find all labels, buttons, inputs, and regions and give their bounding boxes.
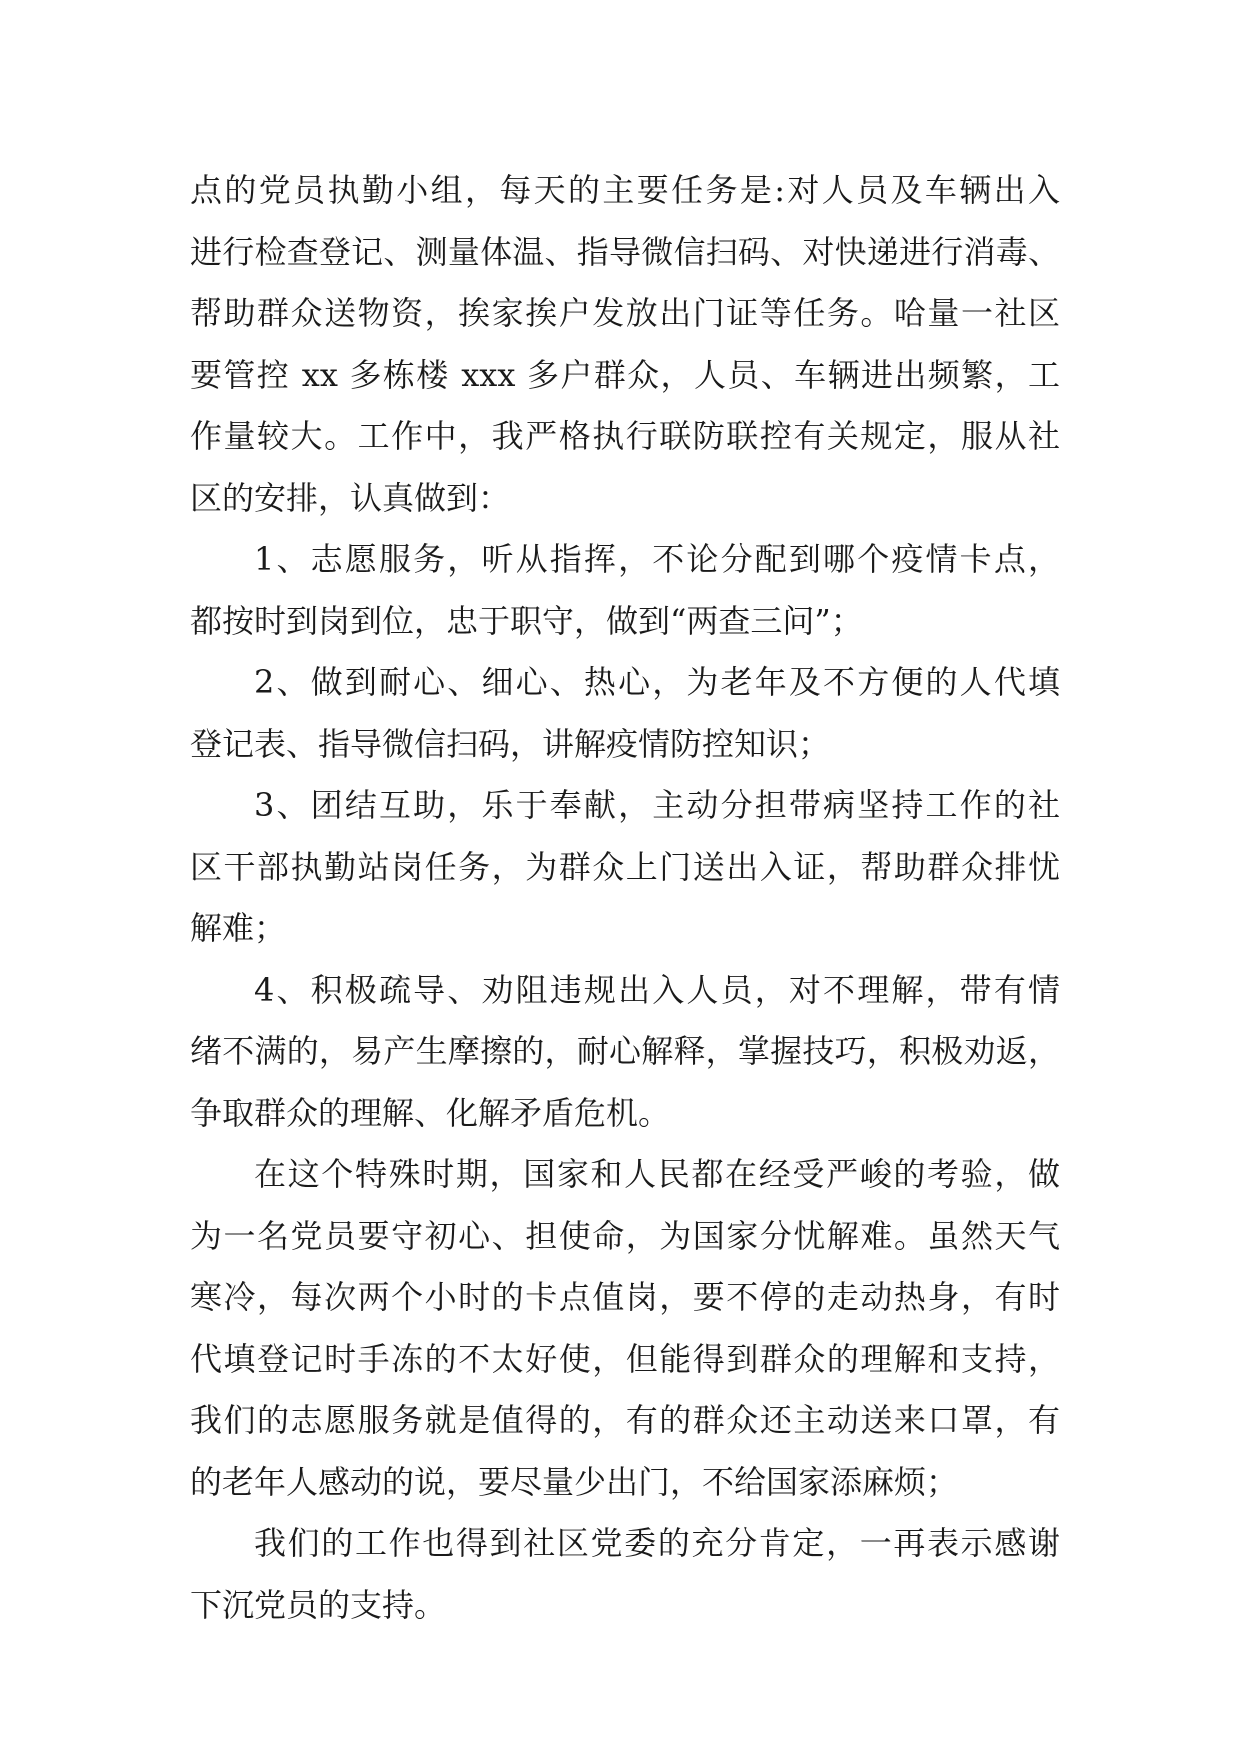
text-line: 作量较大。工作中，我严格执行联防联控有关规定，服从社	[190, 417, 1060, 455]
list-item-2-line: 登记表、指导微信扫码，讲解疫情防控知识；	[190, 724, 831, 763]
list-item-3-line: 区干部执勤站岗任务，为群众上门送出入证，帮助群众排忧	[190, 847, 1060, 886]
paragraph-line: 在这个特殊时期，国家和人民都在经受严峻的考验，做	[254, 1155, 1060, 1193]
list-item-4-line: 争取群众的理解、化解矛盾危机。	[190, 1093, 671, 1132]
list-item-4-line: 4、积极疏导、劝阻违规出入人员，对不理解，带有情	[254, 970, 1060, 1009]
list-item-2-line: 2、做到耐心、细心、热心，为老年及不方便的人代填	[254, 663, 1060, 701]
body-text	[190, 160, 1060, 1636]
paragraph-line: 我们的志愿服务就是值得的，有的群众还主动送来口罩，有	[190, 1401, 1060, 1439]
list-item-1-line: 1、志愿服务，听从指挥，不论分配到哪个疫情卡点，	[254, 540, 1060, 578]
text-line: 区的安排，认真做到：	[190, 478, 511, 517]
paragraph-line: 的老年人感动的说，要尽量少出门，不给国家添麻烦；	[190, 1462, 959, 1501]
paragraph-line: 为一名党员要守初心、担使命，为国家分忧解难。虽然天气	[190, 1216, 1060, 1255]
text-line: 帮助群众送物资，挨家挨户发放出门证等任务。哈量一社区	[190, 294, 1060, 332]
text-line: 进行检查登记、测量体温、指导微信扫码、对快递进行消毒、	[190, 232, 1060, 271]
list-item-3-line: 3、团结互助，乐于奉献，主动分担带病坚持工作的社	[254, 786, 1060, 824]
closing-paragraph-line: 下沉党员的支持。	[190, 1585, 447, 1624]
paragraph-line: 寒冷，每次两个小时的卡点值岗，要不停的走动热身，有时	[190, 1278, 1060, 1316]
closing-paragraph-line: 我们的工作也得到社区党委的充分肯定，一再表示感谢	[254, 1524, 1060, 1562]
list-item-4-line: 绪不满的，易产生摩擦的，耐心解释，掌握技巧，积极劝返，	[190, 1032, 1060, 1070]
text-line: 要管控 xx 多栋楼 xxx 多户群众，人员、车辆进出频繁，工	[190, 355, 1060, 394]
paragraph-line: 代填登记时手冻的不太好使，但能得到群众的理解和支持，	[190, 1339, 1060, 1378]
list-item-1-line: 都按时到岗到位，忠于职守，做到“两查三问”；	[190, 601, 863, 640]
text-line: 点的党员执勤小组，每天的主要任务是:对人员及车辆出入	[190, 171, 1060, 209]
list-item-3-line: 解难；	[190, 909, 287, 947]
